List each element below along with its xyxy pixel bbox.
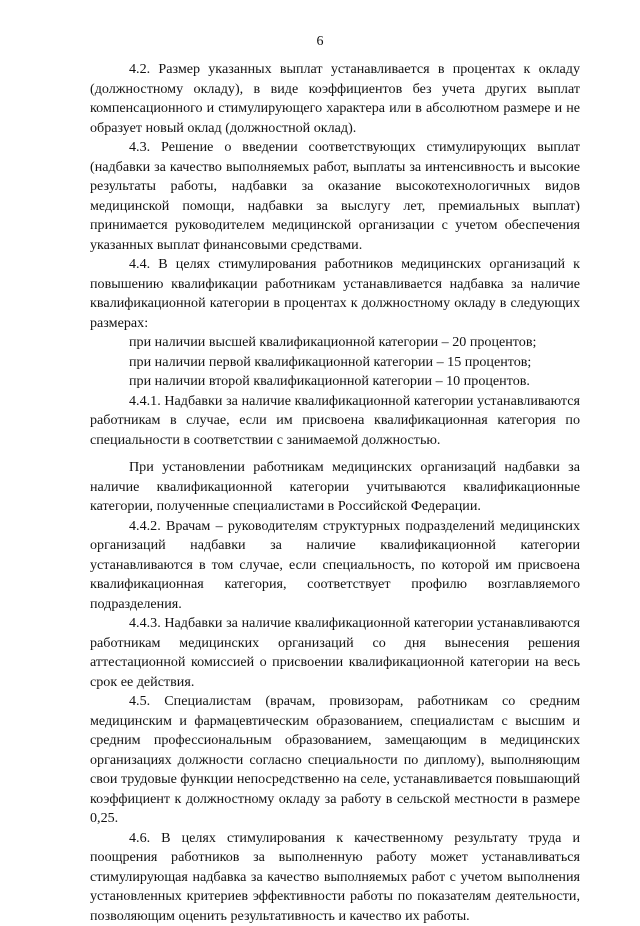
list-item-highest-category: при наличии высшей квалификационной категории – 20 процентов; — [90, 333, 580, 353]
paragraph-establishment-note: При установлении работникам медицинских организаций надбавки за наличие квалификационной категории учитываются квалификационные категории, полученные специалистами в Российской Федерации. — [90, 458, 580, 517]
paragraph-4-4-1: 4.4.1. Надбавки за наличие квалификационной категории устанавливаются работникам в случае, если им присвоена квалификационная категория по специальности в соответствии с занимаемой должностью. — [90, 392, 580, 451]
paragraph-4-6: 4.6. В целях стимулирования к качественному результату труда и поощрения работников за выполненную работу может устанавливаться стимулирующая надбавка за качество выполняемых работ с учетом выполнения установленных критериев эффективности работы по показателям деятельности, позволяющим оценить результативность и качество их работы. — [90, 829, 580, 926]
paragraph-4-4-2: 4.4.2. Врачам – руководителям структурных подразделений медицинских организаций надбавки за наличие квалификационной категории устанавливаются в том случае, если специальность, по которой им присвоена квалификационная категория, соответствует профилю возглавляемого подразделения. — [90, 517, 580, 615]
paragraph-spacer — [90, 450, 580, 458]
list-item-second-category: при наличии второй квалификационной категории – 10 процентов. — [90, 372, 580, 392]
paragraph-4-5: 4.5. Специалистам (врачам, провизорам, работникам со средним медицинским и фармацевтическим образованием, специалистам с высшим и средним профессиональным образованием, замещающим в медицинских организациях должности согласно специальности по диплому), выполняющим свои трудовые функции непосредственно на селе, устанавливается повышающий коэффициент к должностному окладу за работу в сельской местности в размере 0,25. — [90, 692, 580, 829]
paragraph-4-4-3: 4.4.3. Надбавки за наличие квалификационной категории устанавливаются работникам медицинских организаций со дня вынесения решения аттестационной комиссией о присвоении квалификационной категории на весь срок ее действия. — [90, 614, 580, 692]
paragraph-4-2: 4.2. Размер указанных выплат устанавливается в процентах к окладу (должностному окладу), в виде коэффициентов без учета других выплат компенсационного и стимулирующего характера или в абсолютном размере и не образует новый оклад (должностной оклад). — [90, 60, 580, 138]
page-number: 6 — [0, 34, 640, 50]
document-body — [90, 60, 580, 926]
paragraph-4-3: 4.3. Решение о введении соответствующих стимулирующих выплат (надбавки за качество выполняемых работ, выплаты за интенсивность и высокие результаты работы, надбавки за оказание высокотехнологичных видов медицинской помощи, надбавки за выслугу лет, премиальных выплат) принимается руководителем медицинской организации с учетом обеспечения указанных выплат финансовыми средствами. — [90, 138, 580, 255]
paragraph-4-4: 4.4. В целях стимулирования работников медицинских организаций к повышению квалификации работникам устанавливается надбавка за наличие квалификационной категории в процентах к должностному окладу в следующих размерах: — [90, 255, 580, 333]
list-item-first-category: при наличии первой квалификационной категории – 15 процентов; — [90, 353, 580, 373]
